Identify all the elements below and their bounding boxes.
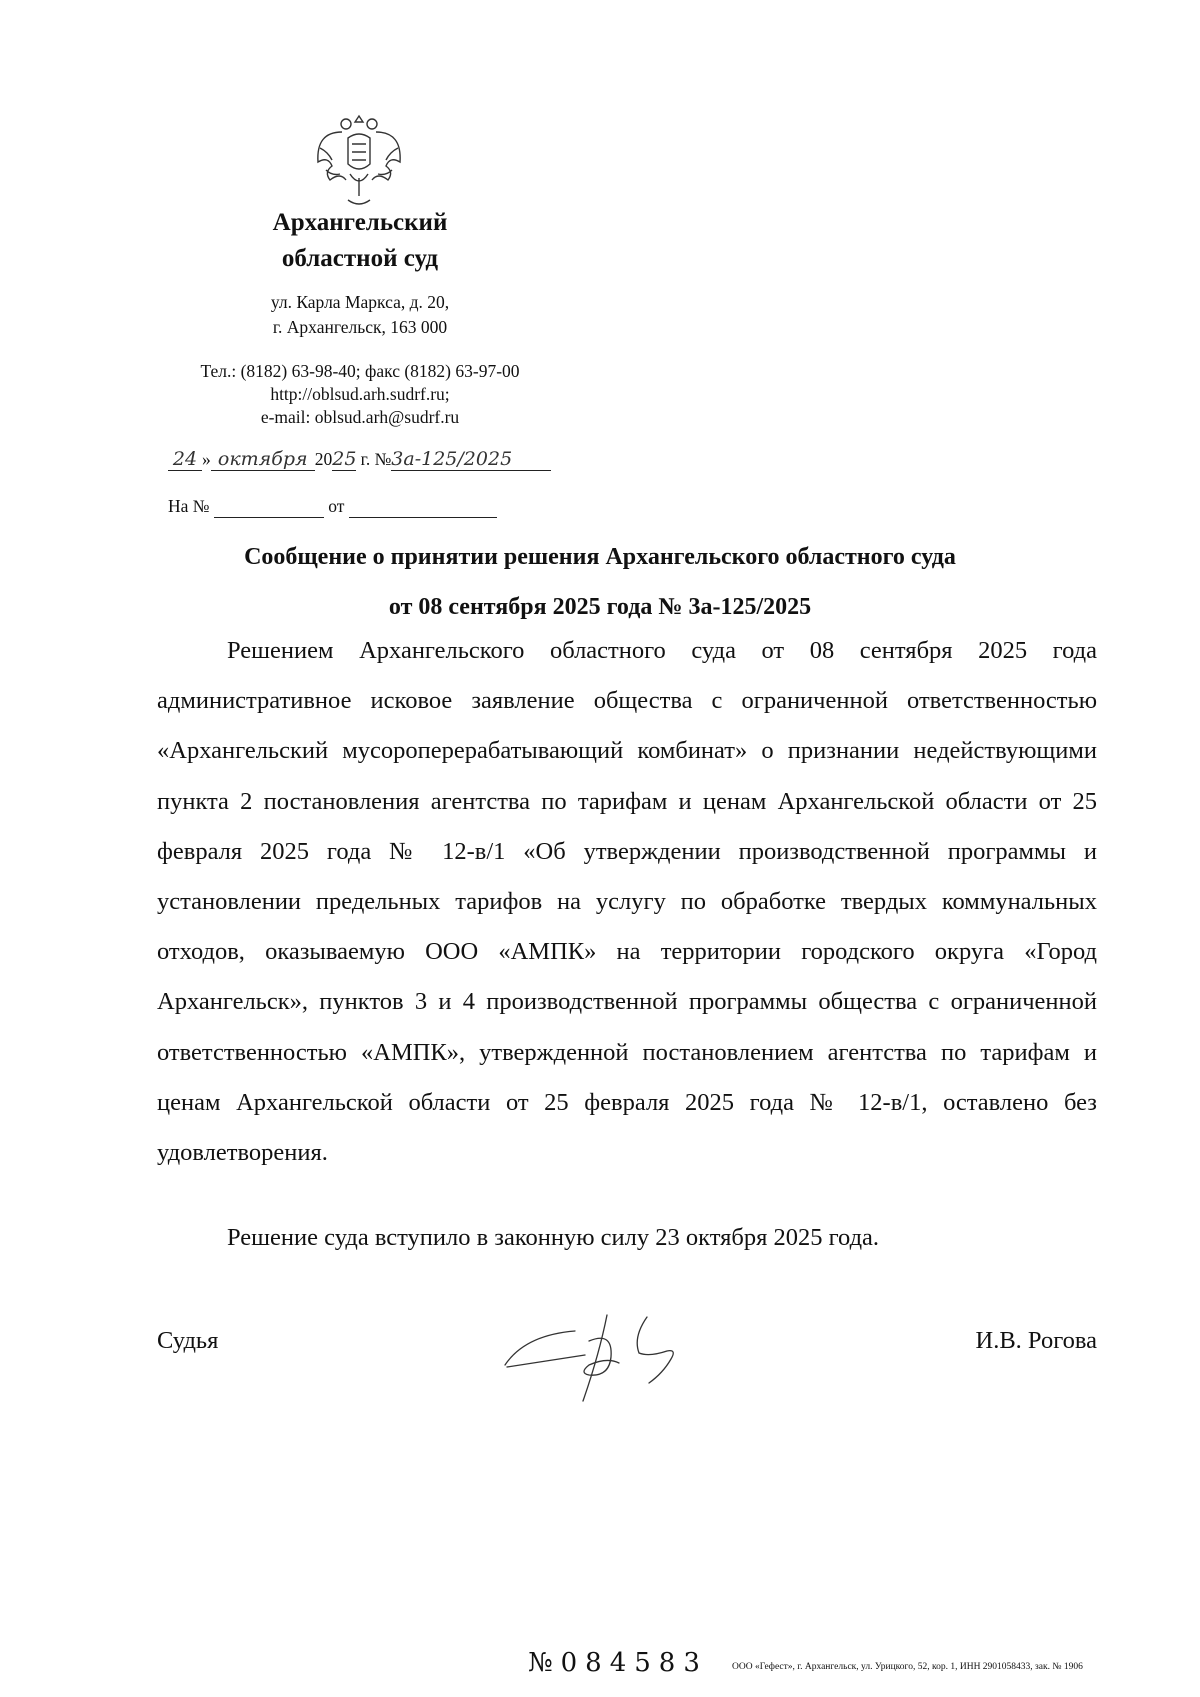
handwritten-signature [497, 1295, 717, 1405]
court-address [230, 290, 490, 340]
decision-paragraph [157, 626, 1097, 1178]
reg-quote: » [202, 449, 211, 469]
reg-year-suffix: г. [360, 449, 371, 469]
title-line2: от 08 сентября 2025 года № 3а-125/2025 [388, 594, 812, 620]
address-line2: г. Архангельск, 163 000 [272, 317, 448, 337]
email-link[interactable]: e-mail: oblsud.arh@sudrf.ru [260, 407, 460, 427]
effective-date-statement: Решение суда вступило в законную силу 23 октября 2025 года. [227, 1224, 880, 1251]
court-contacts [150, 360, 570, 429]
ref-label: На № [168, 496, 210, 516]
reg-number-label: № [374, 449, 392, 469]
title-line1: Сообщение о принятии решения Архангельского областного суда [244, 544, 956, 570]
coat-of-arms-emblem [312, 108, 406, 212]
court-name-line1: Архангельский [272, 209, 448, 236]
judge-name: И.В. Рогова [975, 1327, 1097, 1354]
printer-imprint: ООО «Гефест», г. Архангельск, ул. Урицкого, 52, кор. 1, ИНН 2901058433, зак. № 1906 [732, 1662, 1083, 1672]
serial-value: 084583 [560, 1648, 708, 1678]
website-link[interactable]: http://oblsud.arh.sudrf.ru; [270, 384, 450, 404]
document-title [140, 532, 1060, 632]
court-name [230, 205, 490, 277]
court-name-line2: областной суд [281, 245, 439, 272]
form-serial-number [528, 1648, 708, 1678]
signature-block [157, 1313, 1097, 1413]
ref-from-label: от [328, 496, 345, 516]
reference-line [168, 496, 497, 518]
registration-line [168, 448, 608, 480]
reg-day: 24 [168, 448, 202, 471]
phone-fax: Тел.: (8182) 63-98-40; факс (8182) 63-97-00 [200, 361, 520, 381]
ref-number-blank [214, 496, 324, 518]
reg-year: 25 [332, 448, 357, 470]
reg-year-prefix: 20 [314, 449, 333, 469]
ref-date-blank [349, 496, 497, 518]
judge-title: Судья [157, 1327, 219, 1354]
address-line1: ул. Карла Маркса, д. 20, [270, 292, 450, 312]
decision-text: Решением Архангельского областного суда от 08 сентября 2025 года административное исковое заявление общества с ограниченной ответственностью «Архангельский мусороперерабатывающий комбинат» о признании недействующими пункта 2 постановления агентства по тарифам и ценам Архангельской области от 25 февраля 2025 года № 12-в/1 «Об утверждении производственной программы и установлении предельных тарифов на услугу по обработке твердых коммунальных отходов, оказываемую ООО «АМПК» на территории городского округа «Город Архангельск», пунктов 3 и 4 производственной программы общества с ограниченной ответственностью «АМПК», утвержденной постановлением агентства по тарифам и ценам Архангельской области от 25 февраля 2025 года № 12-в/1, оставлено без удовлетворения. [157, 637, 1097, 1167]
reg-number: 3а-125/2025 [391, 448, 551, 471]
serial-label: № [528, 1648, 561, 1678]
reg-month: октября [211, 448, 315, 471]
